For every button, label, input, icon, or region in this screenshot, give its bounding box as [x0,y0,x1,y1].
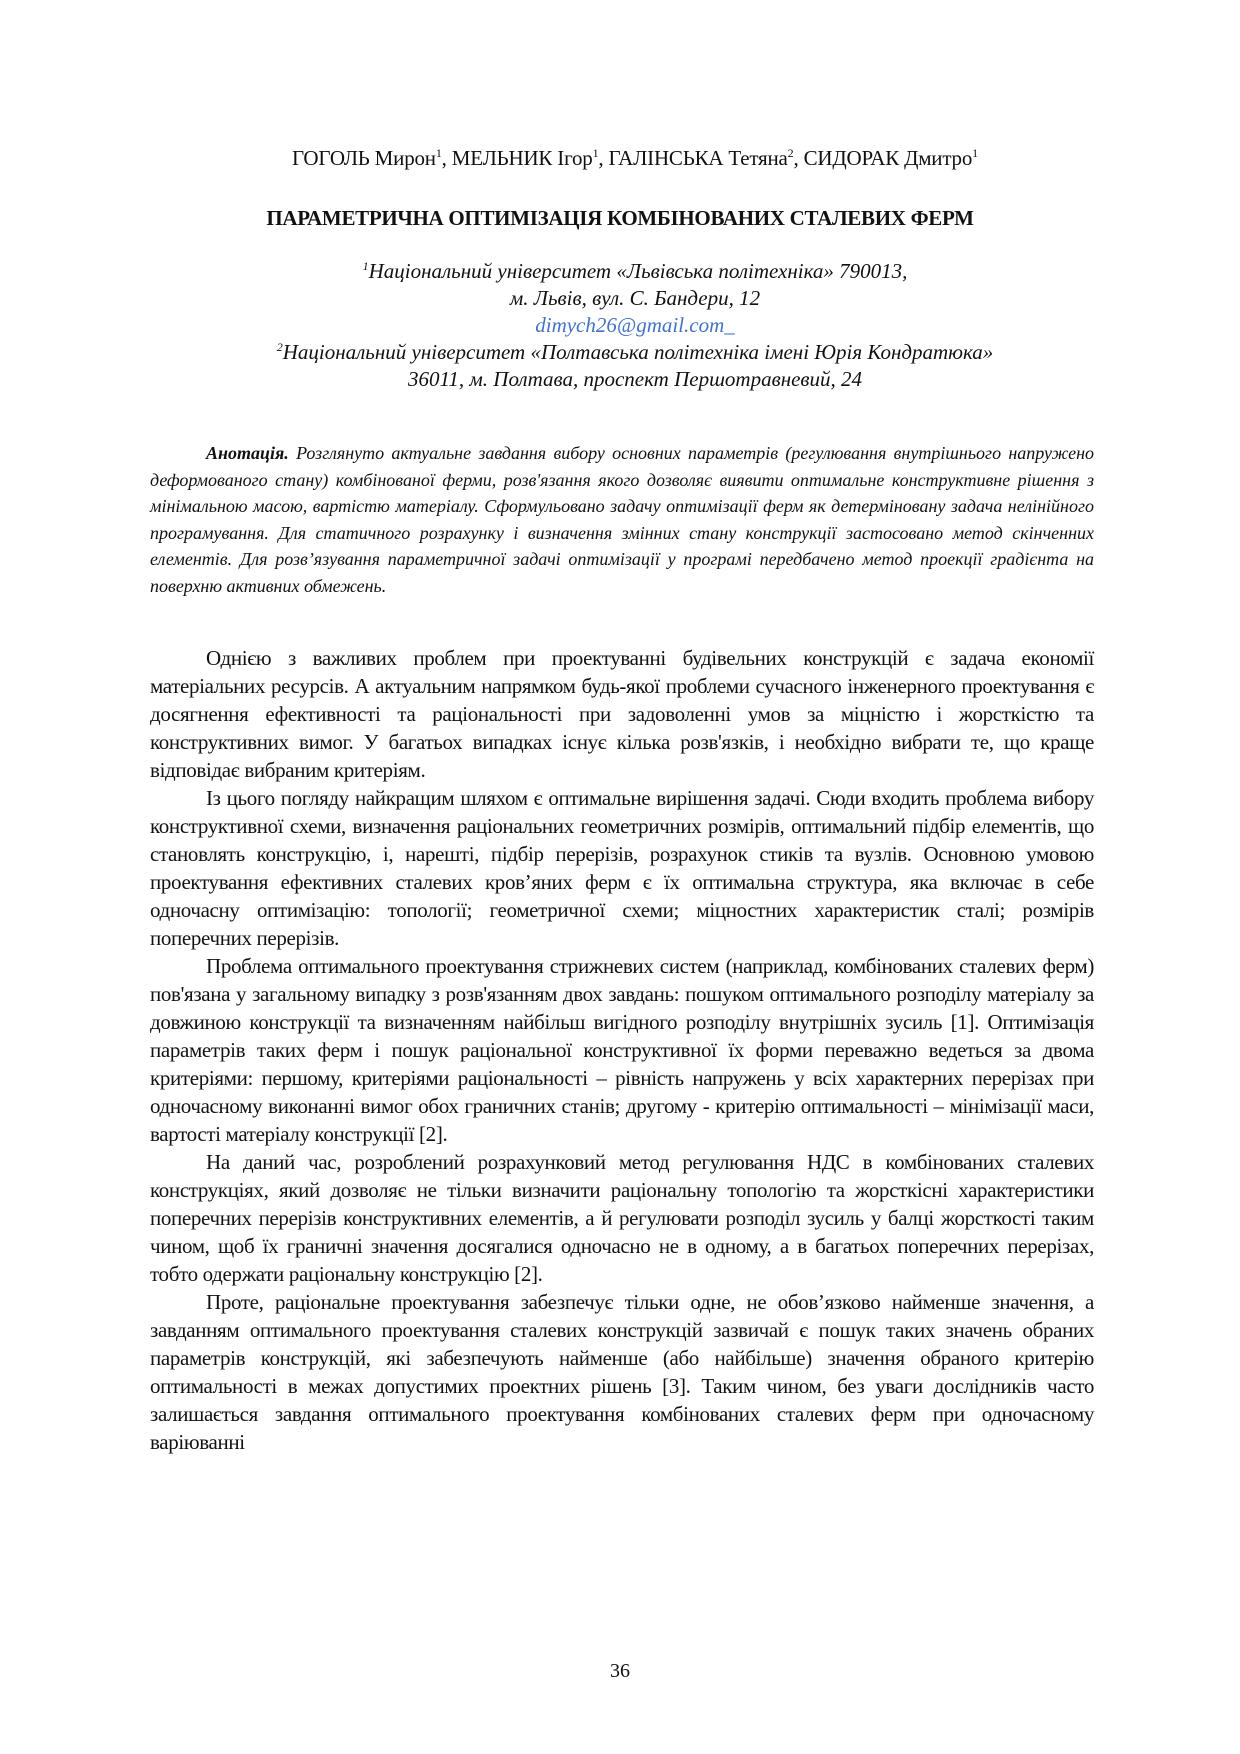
abstract-label: Анотація. [206,443,289,463]
author: МЕЛЬНИК Ігор$^1$ [451,146,599,170]
body-paragraph: Із цього погляду найкращим шляхом є оптимальне вирішення задачі. Сюди входить проблема вибору конструктивної схеми, визначення раціональних геометричних розмірів, оптимальний підбір елементів, що становлять конструкцію, і, нарешті, підбір перерізів, розрахунок стиків та вузлів. Основною умовою проектування ефективних сталевих кров’яних ферм є їх оптимальна структура, яка включає в себе одночасну оптимізацію: топології; геометричної схеми; міцностних характеристик сталі; розмірів поперечних перерізів. [150,786,1094,950]
affiliation-2-line1: $^2$Національний університет «Полтавська політехніка імені Юрія Кондратюка» [276,340,994,364]
affiliation-1-line2: м. Львів, вул. С. Бандери, 12 [509,286,761,310]
body-paragraph: Проте, раціональне проектування забезпечує тільки одне, не обов’язково найменше значення, а завданням оптимального проектування сталевих конструкцій зазвичай є пошук таких значень обраних параметрів конструкцій, які забезпечують найменше (або найбільше) значення обраного критерію оптимальності в межах допустимих проектних рішень [3]. Таким чином, без уваги дослідників часто залишається завдання оптимального проектування комбінованих сталевих ферм при одночасному варіюванні [150,1290,1094,1454]
author: ГОГОЛЬ Мирон$^1$ [292,146,442,170]
author: ГАЛІНСЬКА Тетяна$^2$ [608,146,794,170]
affiliations [0,258,1240,393]
abstract-text: Розглянуто актуальне завдання вибору основних параметрів (регулювання внутрішнього напружено деформованого стану) комбінованої ферми, розв'язання якого дозволяє виявити оптимальне конструктивне рішення з мінімальною масою, вартістю матеріалу. Сформульовано задачу оптимізації ферм як детерміновану задача нелінійного програмування. Для статичного розрахунку і визначення змінних стану конструкції застосовано метод скінченних елементів. Для розв’язування параметричної задачі оптимізації у програмі передбачено метод проекції градієнта на поверхню активних обмежень. [150,443,1094,596]
body-text [150,644,1094,1456]
body-paragraph: Проблема оптимального проектування стрижневих систем (наприклад, комбінованих сталевих ферм) пов'язана у загальному випадку з розв'язанням двох завдань: пошуком оптимального розподілу матеріалу за довжиною конструкції та визначенням найбільш вигідного розподілу внутрішніх зусиль [1]. Оптимізація параметрів таких ферм і пошук раціональної конструктивної їх форми переважно ведеться за двома критеріями: першому, критеріями раціональності – рівність напружень у всіх характерних перерізах при одночасному виконанні вимог обох граничних станів; другому - критерію оптимальності – мінімізації маси, вартості матеріалу конструкції [2]. [150,954,1094,1146]
affiliation-2-line2: 36011, м. Полтава, проспект Першотравневий, 24 [407,367,863,391]
affiliation-marker: 1 [435,146,442,160]
abstract [150,440,1094,599]
affiliation-marker: 1 [972,146,978,160]
author: СИДОРАК Дмитро$^1$ [803,146,978,170]
affiliation-1-email[interactable]: dimych26@gmail.com_ [535,313,735,337]
paper-title: ПАРАМЕТРИЧНА ОПТИМІЗАЦІЯ КОМБІНОВАНИХ СТАЛЕВИХ ФЕРМ [266,206,974,230]
author-list: ГОГОЛЬ Мирон$^1$, МЕЛЬНИК Ігор$^1$, ГАЛІНСЬКА Тетяна$^2$, СИДОРАК Дмитро$^1$ [292,146,978,170]
page-number: 36 [610,1660,630,1682]
body-paragraph: Однією з важливих проблем при проектуванні будівельних конструкцій є задача економії матеріальних ресурсів. А актуальним напрямком будь-якої проблеми сучасного інженерного проектування є досягнення ефективності та раціональності при задоволенні умов за міцністю і жорсткістю та конструктивних вимог. У багатьох випадках існує кілька розв'язків, і необхідно вибрати те, що краще відповідає вибраним критеріям. [150,646,1094,782]
affiliation-marker: 2 [787,146,794,160]
body-paragraph: На даний час, розроблений розрахунковий метод регулювання НДС в комбінованих сталевих конструкціях, який дозволяє не тільки визначити раціональну топологію та жорсткісні характеристики поперечних перерізів конструктивних елементів, а й регулювати розподіл зусиль у балці жорсткості таким чином, щоб їх граничні значення досягалися одночасно не в одному, а в багатьох поперечних перерізах, тобто одержати раціональну конструкцію [2]. [150,1150,1094,1286]
affiliation-marker: 1 [592,146,599,160]
affiliation-1-line1: $^1$Національний університет «Львівська політехніка» 790013, [362,259,908,283]
